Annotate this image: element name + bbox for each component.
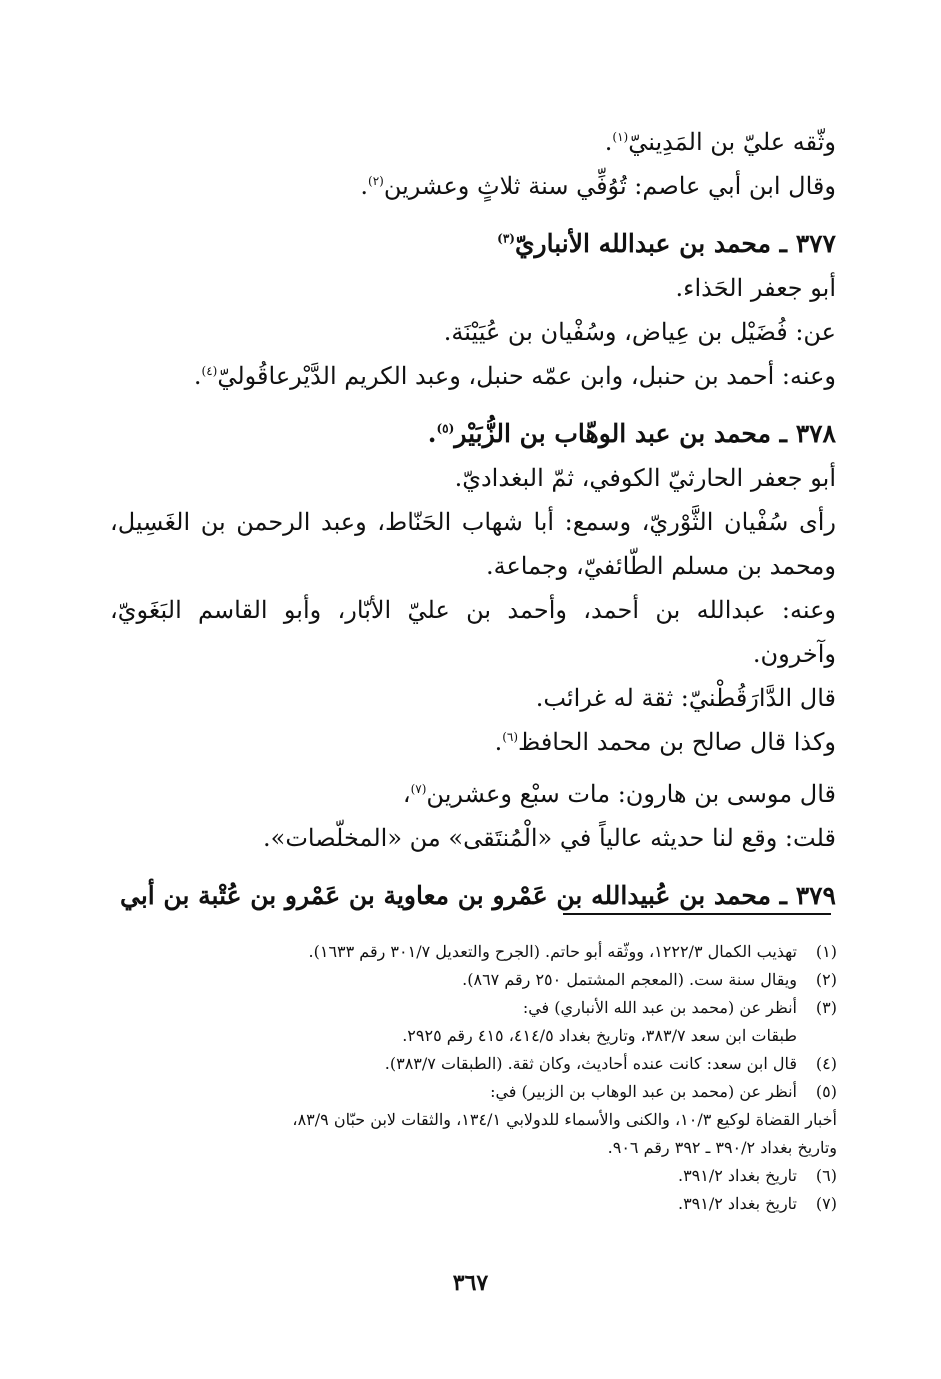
footnote-text: تهذيب الكمال ١٢٢٢/٣، ووثّقه أبو حاتم. (الجرح والتعديل ٣٠١/٧ رقم ١٦٣٣). [308,942,797,961]
text-line: أبو جعفر الحارثيّ الكوفي، ثمّ البغداديّ. [454,464,836,492]
footnote-text: ويقال سنة ست. (المعجم المشتمل ٢٥٠ رقم ٨٦٧). [462,970,797,989]
text-line [110,354,836,398]
text-span: . [360,172,369,200]
text-span: قال موسى بن هارون: مات سبْع وعشرين [426,780,836,808]
footnote-text: أنظر عن (محمد بن عبد الوهاب بن الزبير) في: [490,1082,797,1101]
footnote-item [100,938,837,966]
footnote-text: تاريخ بغداد ٣٩١/٢. [677,1194,797,1213]
text-span: وقال ابن أبي عاصم: تُوُفِّي سنة ثلاثٍ وعشرين [383,172,836,200]
footnote-number: (٤) [815,1054,837,1073]
footnote-marker: (٤) [201,364,218,378]
footnote-marker: (٧) [410,782,427,796]
main-text [110,120,836,918]
text-line: عن: فُضَيْل بن عِياض، وسُفْيان بن عُيَيْنَة. [443,318,836,346]
footnote-marker: (٦) [502,730,519,744]
footnote-continuation: أخبار القضاة لوكيع ١٠/٣، والكنى والأسماء للدولابي ١٣٤/١، والثقات لابن حبّان ٨٣/٩، [292,1110,837,1129]
footnote-text: قال ابن سعد: كانت عنده أحاديث، وكان ثقة. (الطبقات ٣٨٣/٧). [384,1054,797,1073]
heading-text: ٣٧٨ ـ محمد بن عبد الوهّاب بن الزُّبَيْر [454,419,836,448]
footnote-marker: (٢) [368,174,384,188]
footnote-continuation: وتاريخ بغداد ٣٩٠/٢ ـ ٣٩٢ رقم ٩٠٦. [607,1138,837,1157]
page-number: ٣٦٧ [452,1270,489,1296]
footnote-separator [563,913,831,915]
text-span: . [604,128,613,156]
heading-text: ٣٧٧ ـ محمد بن عبدالله الأنباريّ [514,229,836,258]
text-line [110,120,836,164]
footnote-continuation: طبقات ابن سعد ٣٨٣/٧، وتاريخ بغداد ٤١٤/٥، ٤١٥ رقم ٢٩٢٥. [402,1026,797,1045]
text-span: . [427,419,437,448]
text-line: قال الدَّارَقُطْنيّ: ثقة له غرائب. [535,684,836,712]
text-line [110,164,836,208]
text-span: . [193,362,202,390]
text-span: وثّقه عليّ بن المَدِينيّ [628,128,836,156]
footnote-marker: (١) [612,130,629,144]
footnote-item [100,994,837,1022]
footnote-item [100,1162,837,1190]
entry-heading-378 [110,412,836,456]
footnote-item [100,1190,837,1218]
text-span: . [494,728,503,756]
footnote-number: (٣) [815,998,837,1017]
text-paragraph: رأى سُفْيان الثَّوْريّ، وسمع: أبا شهاب الحَنّاط، وعبد الرحمن بن الغَسِيل، ومحمد بن مسلم الطّائفيّ، وجماعة. [110,508,836,580]
footnote-marker: (٣) [497,231,515,246]
footnote-number: (١) [815,942,837,961]
text-line: قلت: وقع لنا حديثه عالياً في «الْمُنتَقى» من «المخلّصات». [263,824,836,852]
text-line [110,772,836,816]
text-line: أبو جعفر الحَذاء. [675,274,836,302]
text-line [110,720,836,764]
entry-heading-379: ٣٧٩ ـ محمد بن عُبيدالله بن عَمْرو بن معاوية بن عَمْرو بن عُتْبة بن أبي [119,881,836,910]
footnote-item [100,1050,837,1078]
footnote-number: (٥) [815,1082,837,1101]
footnote-number: (٢) [815,970,837,989]
text-span: ، [402,780,411,808]
footnote-number: (٦) [815,1166,837,1185]
footnote-text: تاريخ بغداد ٣٩١/٢. [677,1166,797,1185]
footnote-marker: (٥) [436,421,455,436]
text-span: وكذا قال صالح بن محمد الحافظ [518,728,836,756]
footnote-item [100,1078,837,1106]
footnote-text: أنظر عن (محمد بن عبد الله الأنباري) في: [522,998,797,1017]
footnotes [100,938,837,1218]
entry-heading-377 [110,222,836,266]
text-span: وعنه: أحمد بن حنبل، وابن عمّه حنبل، وعبد الكريم الدَّيْرعاقُوليّ [217,362,836,390]
footnote-item [100,966,837,994]
text-paragraph: وعنه: عبدالله بن أحمد، وأحمد بن عليّ الأبّار، وأبو القاسم البَغَويّ، وآخرون. [110,596,836,668]
footnote-number: (٧) [815,1194,837,1213]
